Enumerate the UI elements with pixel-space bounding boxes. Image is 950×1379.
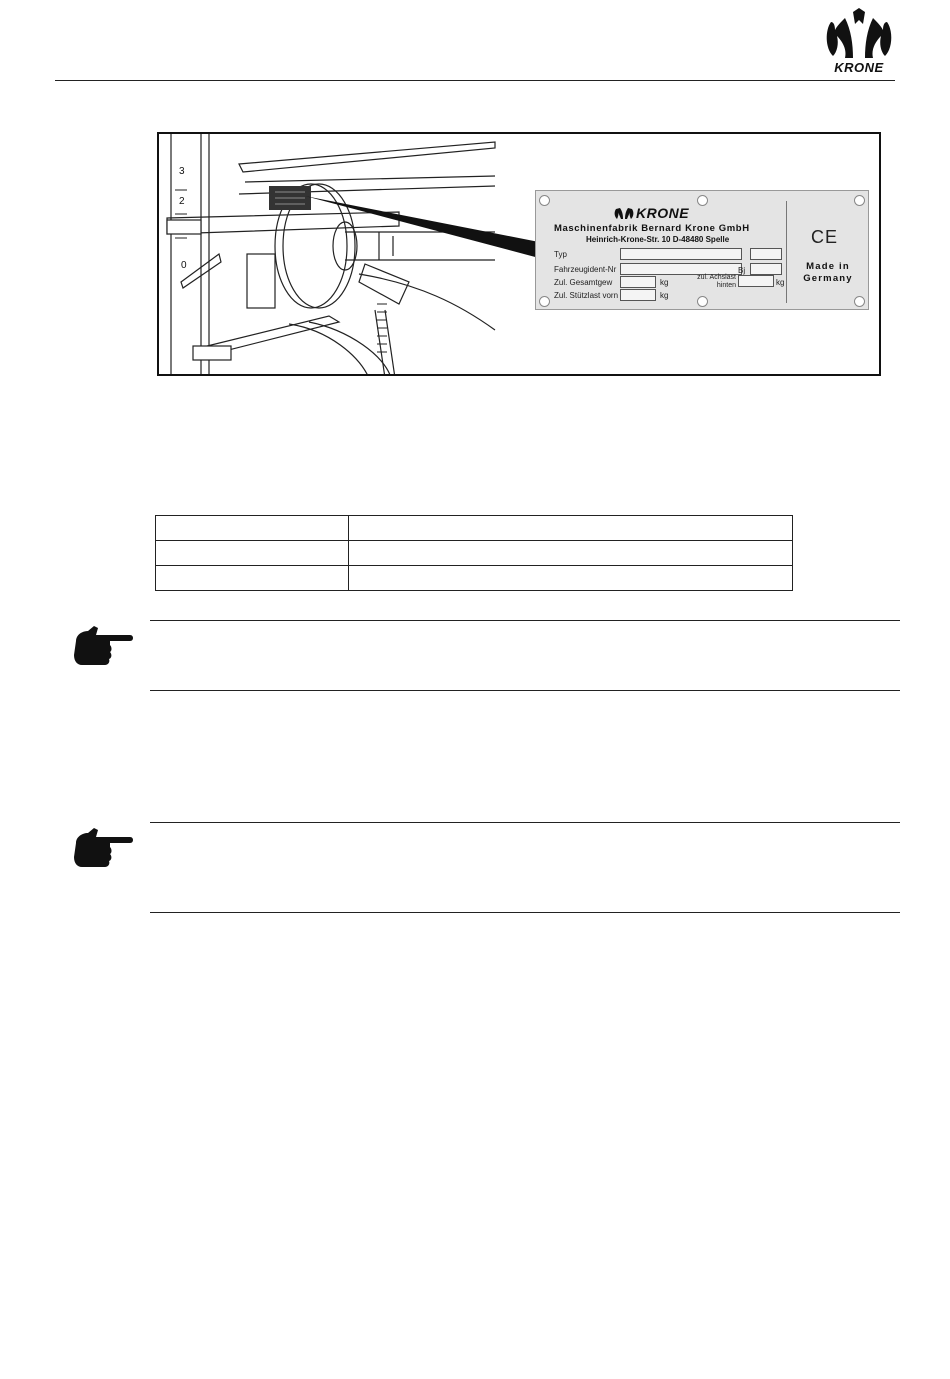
plate-label-kg-2: kg: [776, 278, 785, 287]
plate-hole-icon: [854, 296, 865, 307]
plate-manufacturer: Maschinenfabrik Bernard Krone GmbH: [554, 223, 750, 234]
plate-field-gesamtgew: [620, 276, 656, 288]
logo-wordmark: KRONE: [834, 60, 884, 75]
table-cell: [349, 566, 793, 591]
plate-label-typ: Typ: [554, 250, 567, 259]
plate-field-stuetzlast: [620, 289, 656, 301]
ce-mark: CE: [811, 227, 839, 247]
plate-label-kg-3: kg: [660, 291, 669, 300]
pointing-hand-icon: [72, 827, 134, 869]
note-top-rule: [150, 620, 900, 621]
plate-brand: KRONE: [636, 205, 690, 221]
table-row: [156, 541, 793, 566]
table-cell: [156, 541, 349, 566]
made-in-germany: Made in Germany: [803, 261, 853, 284]
note-top-rule: [150, 822, 900, 823]
table-cell: [349, 541, 793, 566]
type-plate: [535, 190, 869, 310]
plate-label-bj: Bj: [738, 266, 746, 275]
plate-hole-icon: [697, 195, 708, 206]
machine-data-table: [155, 515, 793, 591]
plate-label-gesamtgew: Zul. Gesamtgew: [554, 278, 613, 287]
plate-label-kg-1: kg: [660, 278, 669, 287]
plate-label-fahrzeug: Fahrzeugident-Nr: [554, 265, 617, 274]
note-bottom-rule: [150, 912, 900, 913]
krone-mark-icon: [614, 206, 634, 220]
table-cell: [156, 566, 349, 591]
note-bottom-rule: [150, 690, 900, 691]
plate-hole-icon: [854, 195, 865, 206]
plate-hole-icon: [697, 296, 708, 307]
table-cell: [156, 516, 349, 541]
plate-label-achslast: zul. Achslast hinten: [697, 274, 736, 289]
plate-hole-icon: [539, 296, 550, 307]
plate-address: Heinrich-Krone-Str. 10 D-48480 Spelle: [586, 235, 730, 244]
scale-mark-3: 3: [179, 166, 185, 177]
plate-divider: [786, 201, 787, 303]
scale-mark-0: 0: [181, 260, 187, 271]
table-row: [156, 566, 793, 591]
plate-label-stuetzlast: Zul. Stützlast vorn: [554, 291, 619, 300]
header-rule: [55, 80, 895, 81]
plate-field-achslast: [738, 275, 774, 287]
scale-mark-2: 2: [179, 196, 185, 207]
plate-hole-icon: [539, 195, 550, 206]
pointing-hand-icon: [72, 625, 134, 667]
plate-field-typ-extra: [750, 248, 782, 260]
plate-field-typ: [620, 248, 742, 260]
table-cell: [349, 516, 793, 541]
table-row: [156, 516, 793, 541]
plate-field-bj: [750, 263, 782, 275]
